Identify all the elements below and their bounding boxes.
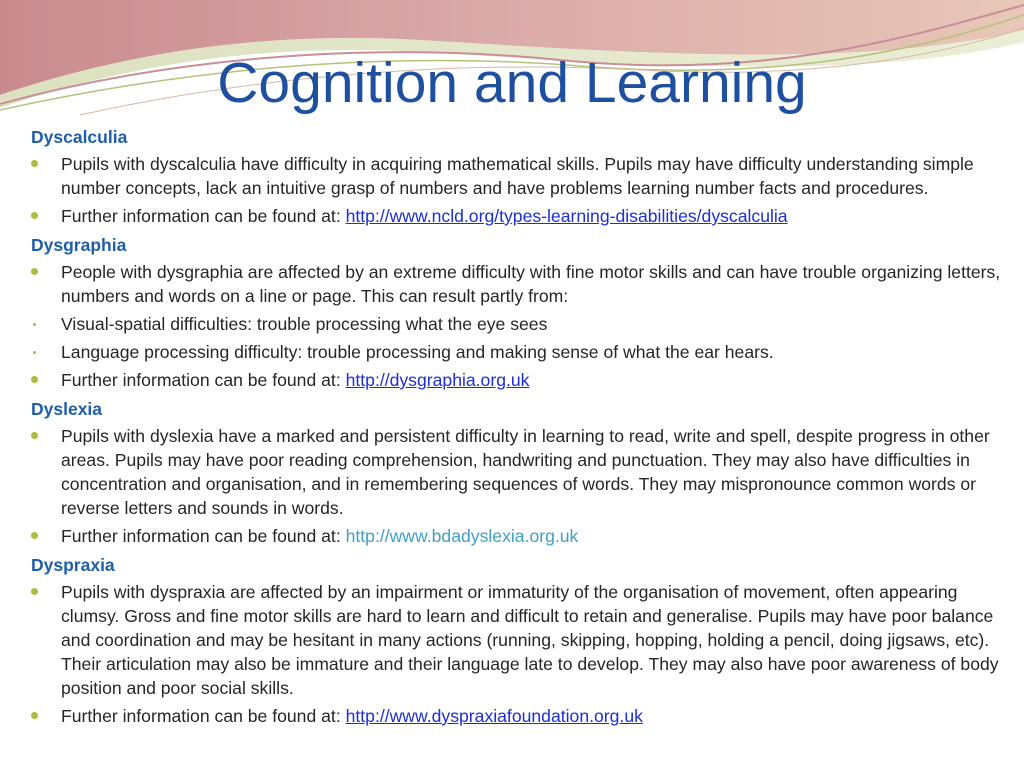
bullet-text: Language processing difficulty: trouble processing and making sense of what the ear hears. bbox=[61, 342, 774, 362]
section-heading-dysgraphia: Dysgraphia bbox=[31, 235, 127, 255]
bullet-icon bbox=[31, 532, 38, 539]
bullet-icon bbox=[31, 588, 38, 595]
section-heading-dyslexia: Dyslexia bbox=[31, 399, 103, 419]
bullet-icon bbox=[31, 160, 38, 167]
bullet-text: Pupils with dyspraxia are affected by an impairment or immaturity of the organisation of movement, often appearing clumsy. Gross and fine motor skills are hard to learn and difficult to retain and generalise. Pupils may have poor balance and coordination and may be hesitant in many actions (running, skipping, hopping, holding a pencil, doing jigsaws, etc). Their articulation may also be immature and their language late to develop. They may also have poor awareness of body position and poor social skills. bbox=[61, 582, 999, 698]
bullet-item bbox=[31, 368, 1006, 392]
resource-link[interactable]: http://www.ncld.org/types-learning-disabilities/dyscalculia bbox=[345, 206, 788, 226]
bullet-item bbox=[31, 152, 1006, 200]
bullet-text: Pupils with dyscalculia have difficulty in acquiring mathematical skills. Pupils may have difficulty understanding simple number concepts, lack an intuitive grasp of numbers and have problems learning number facts and procedures. bbox=[61, 154, 974, 198]
bullet-item bbox=[31, 260, 1006, 308]
info-prefix: Further information can be found at: bbox=[61, 370, 346, 390]
bullet-item bbox=[31, 312, 1006, 336]
bullet-item bbox=[31, 704, 1006, 728]
bullet-item bbox=[31, 524, 1006, 548]
bullet-item bbox=[31, 340, 1006, 364]
bullet-text: Pupils with dyslexia have a marked and persistent difficulty in learning to read, write and spell, despite progress in other areas. Pupils may have poor reading comprehension, handwriting and punctuation. They may also have difficulties in concentration and organisation, and in remembering sequences of words. They may mispronounce common words or reverse letters and sounds in words. bbox=[61, 426, 990, 518]
slide-body bbox=[31, 124, 1006, 732]
info-prefix: Further information can be found at: bbox=[61, 206, 346, 226]
resource-link[interactable]: http://www.dyspraxiafoundation.org.uk bbox=[345, 706, 643, 726]
bullet-icon bbox=[33, 323, 36, 326]
section-heading-dyscalculia: Dyscalculia bbox=[31, 127, 128, 147]
bullet-icon bbox=[33, 351, 36, 354]
resource-link[interactable]: http://dysgraphia.org.uk bbox=[345, 370, 530, 390]
resource-link[interactable]: http://www.bdadyslexia.org.uk bbox=[345, 526, 579, 546]
bullet-text: Visual-spatial difficulties: trouble processing what the eye sees bbox=[61, 314, 548, 334]
section-heading-dyspraxia: Dyspraxia bbox=[31, 555, 115, 575]
bullet-icon bbox=[31, 712, 38, 719]
info-prefix: Further information can be found at: bbox=[61, 526, 346, 546]
bullet-item bbox=[31, 580, 1006, 700]
bullet-icon bbox=[31, 432, 38, 439]
info-prefix: Further information can be found at: bbox=[61, 706, 346, 726]
bullet-icon bbox=[31, 376, 38, 383]
bullet-text: People with dysgraphia are affected by an extreme difficulty with fine motor skills and can have trouble organizing letters, numbers and words on a line or page. This can result partly from: bbox=[61, 262, 1001, 306]
bullet-item bbox=[31, 424, 1006, 520]
bullet-item bbox=[31, 204, 1006, 228]
slide-title: Cognition and Learning bbox=[217, 51, 807, 115]
bullet-icon bbox=[31, 268, 38, 275]
bullet-icon bbox=[31, 212, 38, 219]
